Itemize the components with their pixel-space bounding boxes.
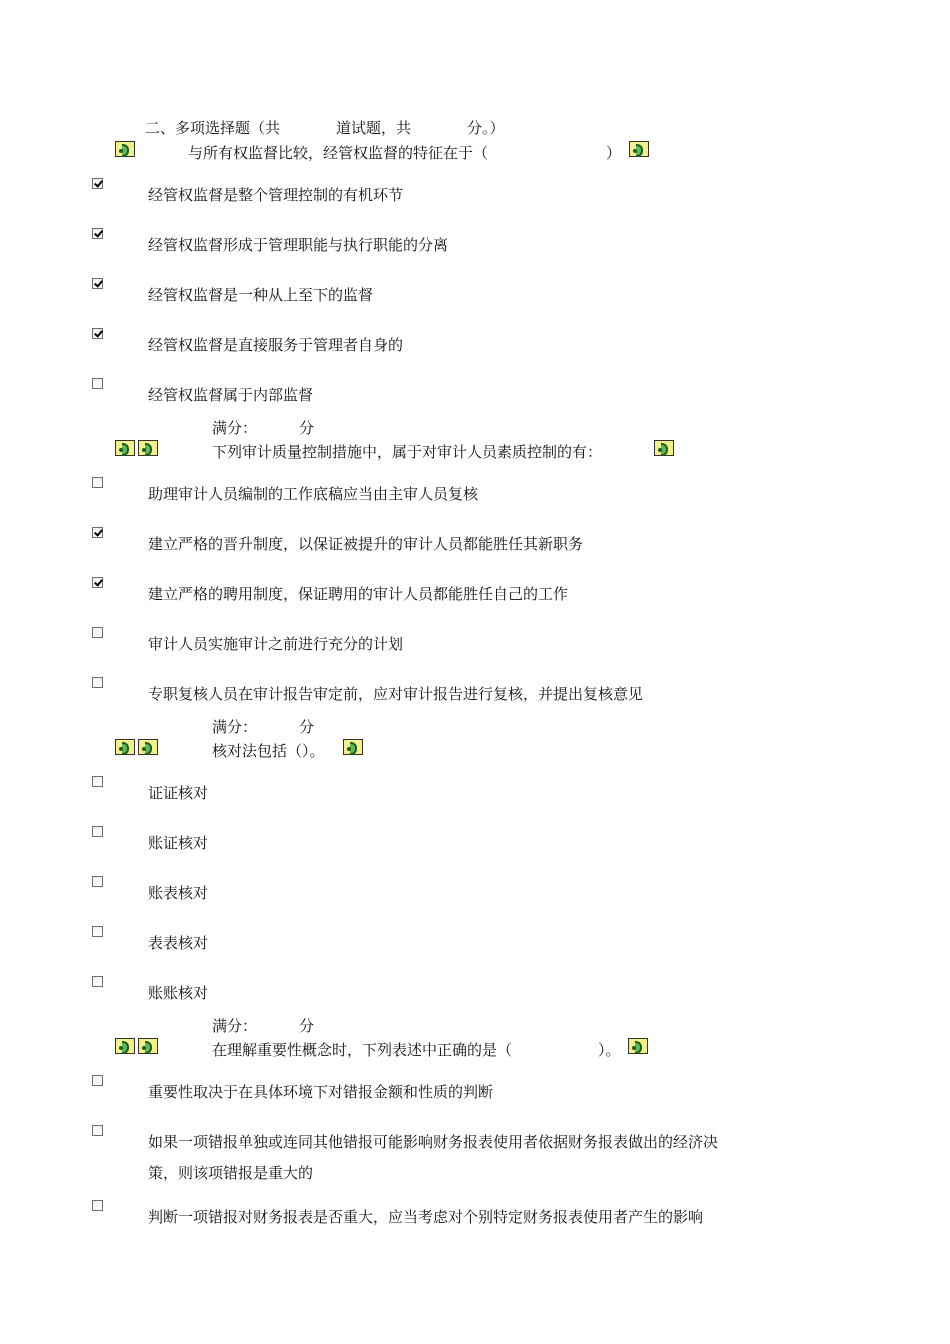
question-2-text: 下列审计质量控制措施中，属于对审计人员素质控制的有： (212, 443, 603, 461)
section-title-part1: 二、多项选择题（共 (145, 119, 281, 137)
q4-option-3-checkbox[interactable] (92, 1200, 103, 1211)
q4-option-2-checkbox[interactable] (92, 1125, 103, 1136)
q2-option-4-label: 审计人员实施审计之前进行充分的计划 (148, 635, 404, 653)
answer-marker-icon (629, 141, 649, 157)
q3-option-3-checkbox[interactable] (92, 876, 103, 887)
q4-option-2-label-continued: 策，则该项错报是重大的 (148, 1164, 314, 1182)
score-unit: 分 (299, 1017, 315, 1035)
q2-option-5-label: 专职复核人员在审计报告审定前，应对审计报告进行复核，并提出复核意见 (148, 685, 644, 703)
answer-marker-icon (628, 1038, 648, 1054)
question-1-close: ） (606, 144, 622, 162)
q4-option-1-label: 重要性取决于在具体环境下对错报金额和性质的判断 (148, 1083, 494, 1101)
q1-option-1-checkbox[interactable] (92, 178, 103, 189)
question-4-close: ）。 (598, 1041, 621, 1059)
q3-option-4-label: 表表核对 (148, 934, 209, 952)
q4-option-1-checkbox[interactable] (92, 1075, 103, 1086)
score-label: 满分： (212, 1017, 258, 1035)
q1-option-5-checkbox[interactable] (92, 378, 103, 389)
q1-option-4-checkbox[interactable] (92, 328, 103, 339)
q3-option-5-label: 账账核对 (148, 984, 209, 1002)
question-marker-icon (115, 1038, 135, 1054)
q4-option-2-label: 如果一项错报单独或连同其他错报可能影响财务报表使用者依据财务报表做出的经济决 (148, 1133, 719, 1151)
q1-option-3-checkbox[interactable] (92, 278, 103, 289)
question-4-text: 在理解重要性概念时，下列表述中正确的是（ (212, 1041, 513, 1059)
question-marker-icon (115, 141, 135, 157)
question-marker-icon (138, 1038, 158, 1054)
question-marker-icon (138, 440, 158, 456)
question-3-text: 核对法包括（）。 (212, 742, 325, 760)
q2-option-1-checkbox[interactable] (92, 477, 103, 488)
q1-option-5-label: 经管权监督属于内部监督 (148, 386, 314, 404)
q1-option-3-label: 经管权监督是一种从上至下的监督 (148, 286, 374, 304)
q3-option-4-checkbox[interactable] (92, 926, 103, 937)
score-label: 满分： (212, 718, 258, 736)
score-unit: 分 (299, 419, 315, 437)
q2-option-3-checkbox[interactable] (92, 577, 103, 588)
question-marker-icon (115, 440, 135, 456)
answer-marker-icon (654, 440, 674, 456)
q1-option-4-label: 经管权监督是直接服务于管理者自身的 (148, 336, 404, 354)
q2-option-4-checkbox[interactable] (92, 627, 103, 638)
answer-marker-icon (343, 739, 363, 755)
q3-option-2-label: 账证核对 (148, 834, 209, 852)
score-unit: 分 (299, 718, 315, 736)
question-marker-icon (115, 739, 135, 755)
section-title-part2: 道试题，共 (336, 119, 412, 137)
q1-option-2-label: 经管权监督形成于管理职能与执行职能的分离 (148, 236, 449, 254)
q4-option-3-label: 判断一项错报对财务报表是否重大，应当考虑对个别特定财务报表使用者产生的影响 (148, 1208, 704, 1226)
question-1-text: 与所有权监督比较，经管权监督的特征在于（ (188, 144, 489, 162)
section-title-part3: 分。） (467, 119, 505, 137)
q3-option-1-label: 证证核对 (148, 784, 209, 802)
q2-option-2-label: 建立严格的晋升制度，以保证被提升的审计人员都能胜任其新职务 (148, 535, 584, 553)
q1-option-1-label: 经管权监督是整个管理控制的有机环节 (148, 186, 404, 204)
q2-option-1-label: 助理审计人员编制的工作底稿应当由主审人员复核 (148, 485, 479, 503)
q1-option-2-checkbox[interactable] (92, 228, 103, 239)
q2-option-3-label: 建立严格的聘用制度，保证聘用的审计人员都能胜任自己的工作 (148, 585, 569, 603)
q3-option-2-checkbox[interactable] (92, 826, 103, 837)
q2-option-5-checkbox[interactable] (92, 677, 103, 688)
q3-option-5-checkbox[interactable] (92, 976, 103, 987)
q3-option-3-label: 账表核对 (148, 884, 209, 902)
score-label: 满分： (212, 419, 258, 437)
q2-option-2-checkbox[interactable] (92, 527, 103, 538)
question-marker-icon (138, 739, 158, 755)
q3-option-1-checkbox[interactable] (92, 776, 103, 787)
